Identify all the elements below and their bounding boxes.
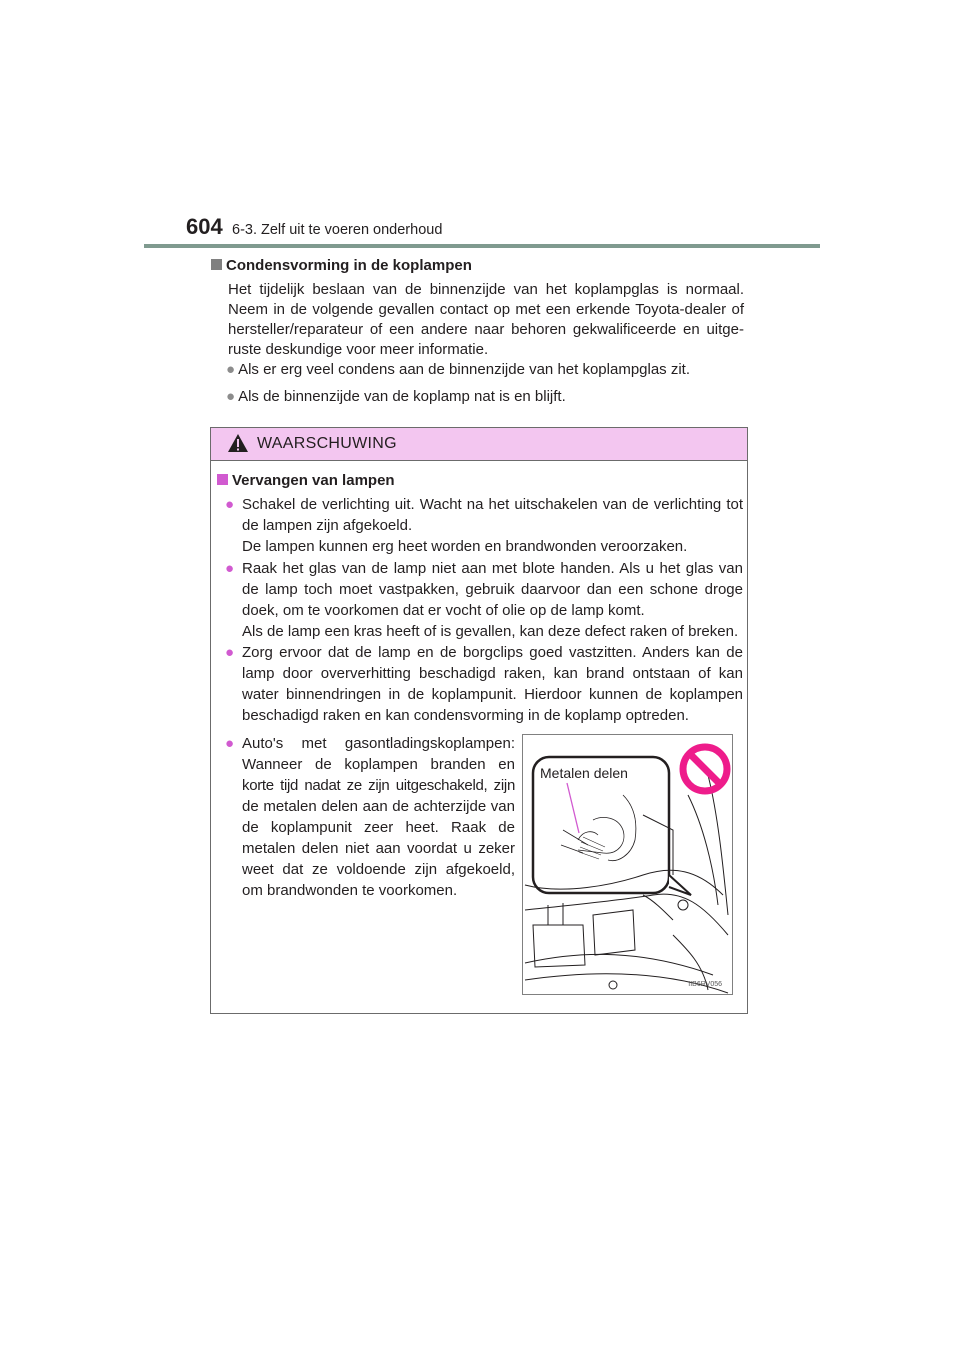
warning-triangle-icon xyxy=(227,433,249,453)
warning-item xyxy=(225,494,743,557)
warning-line: de lampen zijn afgekoeld. xyxy=(242,517,413,534)
warning-heading-text: Vervangen van lampen xyxy=(232,472,395,489)
warning-line: Zorg ervoor dat de lamp en de borgclips goed vastzitten. Anders kan de xyxy=(242,644,743,661)
warning-line: Raak het glas van de lamp niet aan met blote handen. Als u het glas van xyxy=(242,560,743,577)
condens-intro xyxy=(228,280,744,360)
callout-label: Metalen delen xyxy=(540,765,628,781)
warning-item xyxy=(225,733,515,901)
warning-line: weet dat ze voldoende zijn afgekoeld, xyxy=(242,861,515,878)
warning-line: Auto's met gasontladingskoplampen: xyxy=(242,735,515,752)
warning-line: de koplampunit zeer heet. Raak de xyxy=(242,819,515,836)
circle-bullet-icon: ● xyxy=(225,496,235,513)
warning-line: Als de lamp een kras heeft of is gevallen, kan deze defect raken of breken. xyxy=(242,623,739,640)
bullet-text: Als de binnenzijde van de koplamp nat is en blijft. xyxy=(238,388,566,405)
bullet-text: Als er erg veel condens aan de binnenzijde van het koplampglas zit. xyxy=(238,361,691,378)
prohibition-icon xyxy=(683,747,727,791)
square-bullet-icon xyxy=(217,474,228,485)
intro-line: Het tijdelijk beslaan van de binnenzijde van het koplampglas is normaal. xyxy=(228,281,744,298)
warning-line: water binnendringen in de koplampunit. Hierdoor kunnen de koplampen xyxy=(242,686,743,703)
warning-line: metalen delen niet aan voordat u zeker xyxy=(242,840,515,857)
intro-line: hersteller/reparateur of een andere naar behoren gekwalificeerde en uitge- xyxy=(228,321,744,338)
warning-line: Wanneer de koplampen branden en xyxy=(242,756,515,773)
condens-bullet xyxy=(226,387,566,407)
warning-line: beschadigd raken en kan condensvorming in de koplamp optreden. xyxy=(242,707,689,724)
condens-bullet xyxy=(226,360,690,380)
circle-bullet-icon: ● xyxy=(226,388,236,405)
warning-header xyxy=(211,428,747,461)
warning-item xyxy=(225,558,743,642)
warning-line: de lamp toch moet vastpakken, gebruik daarvoor dan een schone droge xyxy=(242,581,743,598)
page-number: 604 xyxy=(186,214,223,239)
circle-bullet-icon: ● xyxy=(225,644,235,661)
warning-line: Schakel de verlichting uit. Wacht na het uitschakelen van de verlichting tot xyxy=(242,496,743,513)
circle-bullet-icon: ● xyxy=(225,560,235,577)
warning-line: lamp door oververhitting beschadigd raken, kan brand ontstaan of kan xyxy=(242,665,743,682)
warning-box xyxy=(210,427,748,1014)
circle-bullet-icon: ● xyxy=(225,735,235,752)
intro-line: Neem in de volgende gevallen contact op met een erkende Toyota-dealer of xyxy=(228,301,744,318)
condens-heading xyxy=(211,256,746,276)
circle-bullet-icon: ● xyxy=(226,361,236,378)
callout-pointer xyxy=(567,783,579,833)
warning-line: om brandwonden te voorkomen. xyxy=(242,882,458,899)
warning-heading xyxy=(217,471,395,491)
warning-title: WAARSCHUWING xyxy=(257,435,397,452)
figure-code: IIB6RV056 xyxy=(688,981,722,988)
figure xyxy=(522,734,733,995)
square-bullet-icon xyxy=(211,259,222,270)
condens-title: Condensvorming in de koplampen xyxy=(226,257,472,274)
intro-line: ruste deskundige voor meer informatie. xyxy=(228,341,489,358)
header-rule xyxy=(144,244,820,248)
warning-item xyxy=(225,642,743,726)
warning-line: doek, om te voorkomen dat er vocht of olie op de lamp komt. xyxy=(242,602,645,619)
warning-line: de metalen delen aan de achterzijde van xyxy=(242,798,515,815)
section-title: 6-3. Zelf uit te voeren onderhoud xyxy=(232,222,443,238)
warning-line: De lampen kunnen erg heet worden en brandwonden veroorzaken. xyxy=(242,538,688,555)
warning-line: korte tijd nadat ze zijn uitgeschakeld, zijn xyxy=(242,777,515,794)
